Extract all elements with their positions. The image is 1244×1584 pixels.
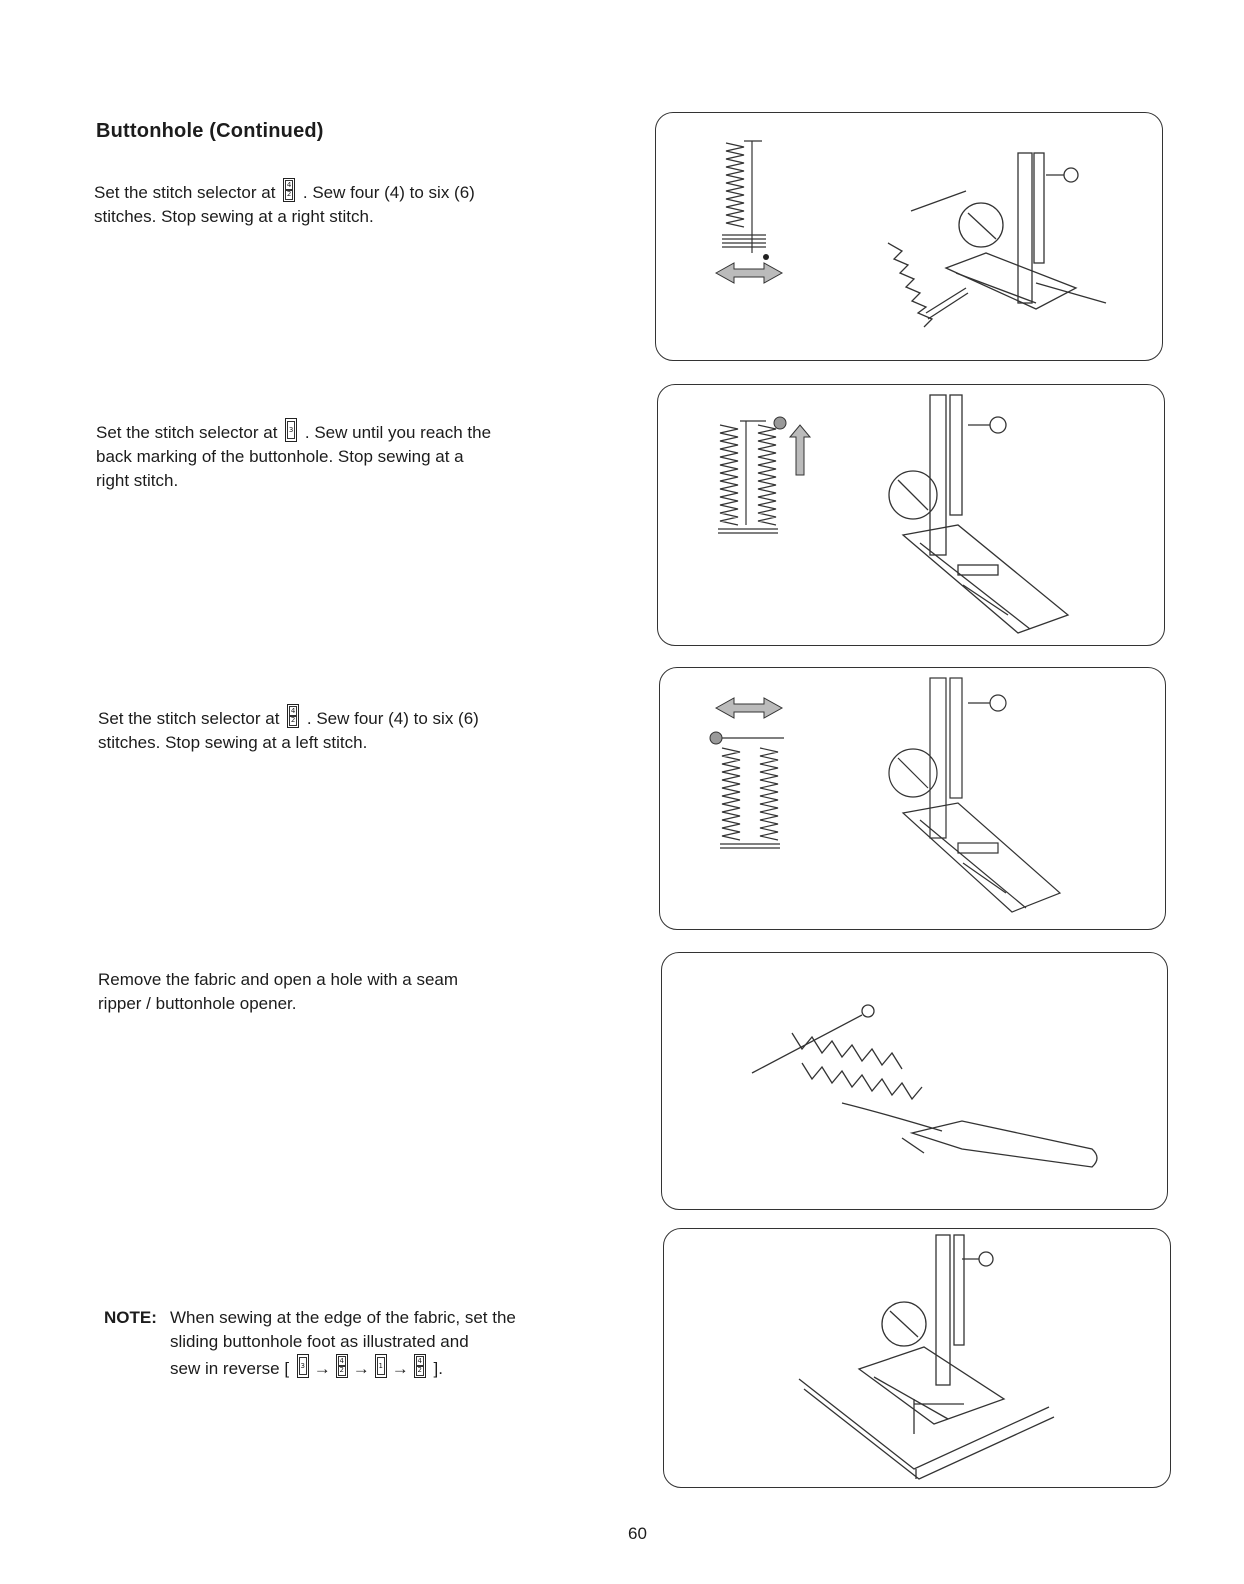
illustration-panel-2: [657, 384, 1165, 646]
note-line3: sew in reverse [ 3 → $\frac{4}{2}$ → 1 → $\frac{4}{2}$ ].: [170, 1354, 624, 1381]
step-4-line1: Remove the fabric and open a hole with a seam: [98, 970, 459, 989]
step-2-post: . Sew until you reach the: [304, 423, 492, 442]
note-label: NOTE:: [104, 1308, 157, 1327]
step-4-line2: ripper / buttonhole opener.: [98, 994, 297, 1013]
step-1-text: [94, 178, 584, 229]
step-4-text: [98, 968, 588, 1016]
stitch-selector-4-2-icon: $\frac{4}{2}$: [287, 704, 299, 728]
step-3-line2: stitches. Stop sewing at a left stitch.: [98, 733, 368, 752]
step-3-text: [98, 704, 588, 755]
step-2-text: [96, 418, 586, 493]
edge-sewing-illustration: [664, 1229, 1170, 1487]
step-1-post: . Sew four (4) to six (6): [302, 183, 475, 202]
note: [104, 1306, 624, 1381]
stitch-selector-3-icon: 3: [297, 1354, 309, 1378]
seam-ripper-illustration: [662, 953, 1167, 1209]
step-3-post: . Sew four (4) to six (6): [306, 709, 479, 728]
stitch-selector-3-icon: 3: [285, 418, 297, 442]
page-number: 60: [628, 1524, 647, 1543]
step-2-pre: Set the stitch selector at: [96, 423, 278, 442]
bottom-bartack-illustration: [660, 668, 1165, 929]
step-2-line3: right stitch.: [96, 471, 179, 490]
stitch-selector-1-icon: 1: [375, 1354, 387, 1378]
note-line2: sliding buttonhole foot as illustrated and: [170, 1332, 469, 1351]
bartack-illustration: [656, 113, 1162, 360]
illustration-panel-3: [659, 667, 1166, 930]
stitch-selector-4-2-icon: $\frac{4}{2}$: [336, 1354, 348, 1378]
illustration-panel-4: [661, 952, 1168, 1210]
illustration-panel-1: [655, 112, 1163, 361]
step-3-pre: Set the stitch selector at: [98, 709, 280, 728]
note-line1: When sewing at the edge of the fabric, set the: [170, 1308, 516, 1327]
step-1-line2: stitches. Stop sewing at a right stitch.: [94, 207, 374, 226]
step-2-line2: back marking of the buttonhole. Stop sewing at a: [96, 447, 464, 466]
illustration-panel-5: [663, 1228, 1171, 1488]
stitch-selector-4-2-icon: $\frac{4}{2}$: [283, 178, 295, 202]
step-1-pre: Set the stitch selector at: [94, 183, 276, 202]
left-row-illustration: [658, 385, 1164, 645]
stitch-selector-4-2-icon: $\frac{4}{2}$: [414, 1354, 426, 1378]
page-title: Buttonhole (Continued): [96, 120, 324, 142]
